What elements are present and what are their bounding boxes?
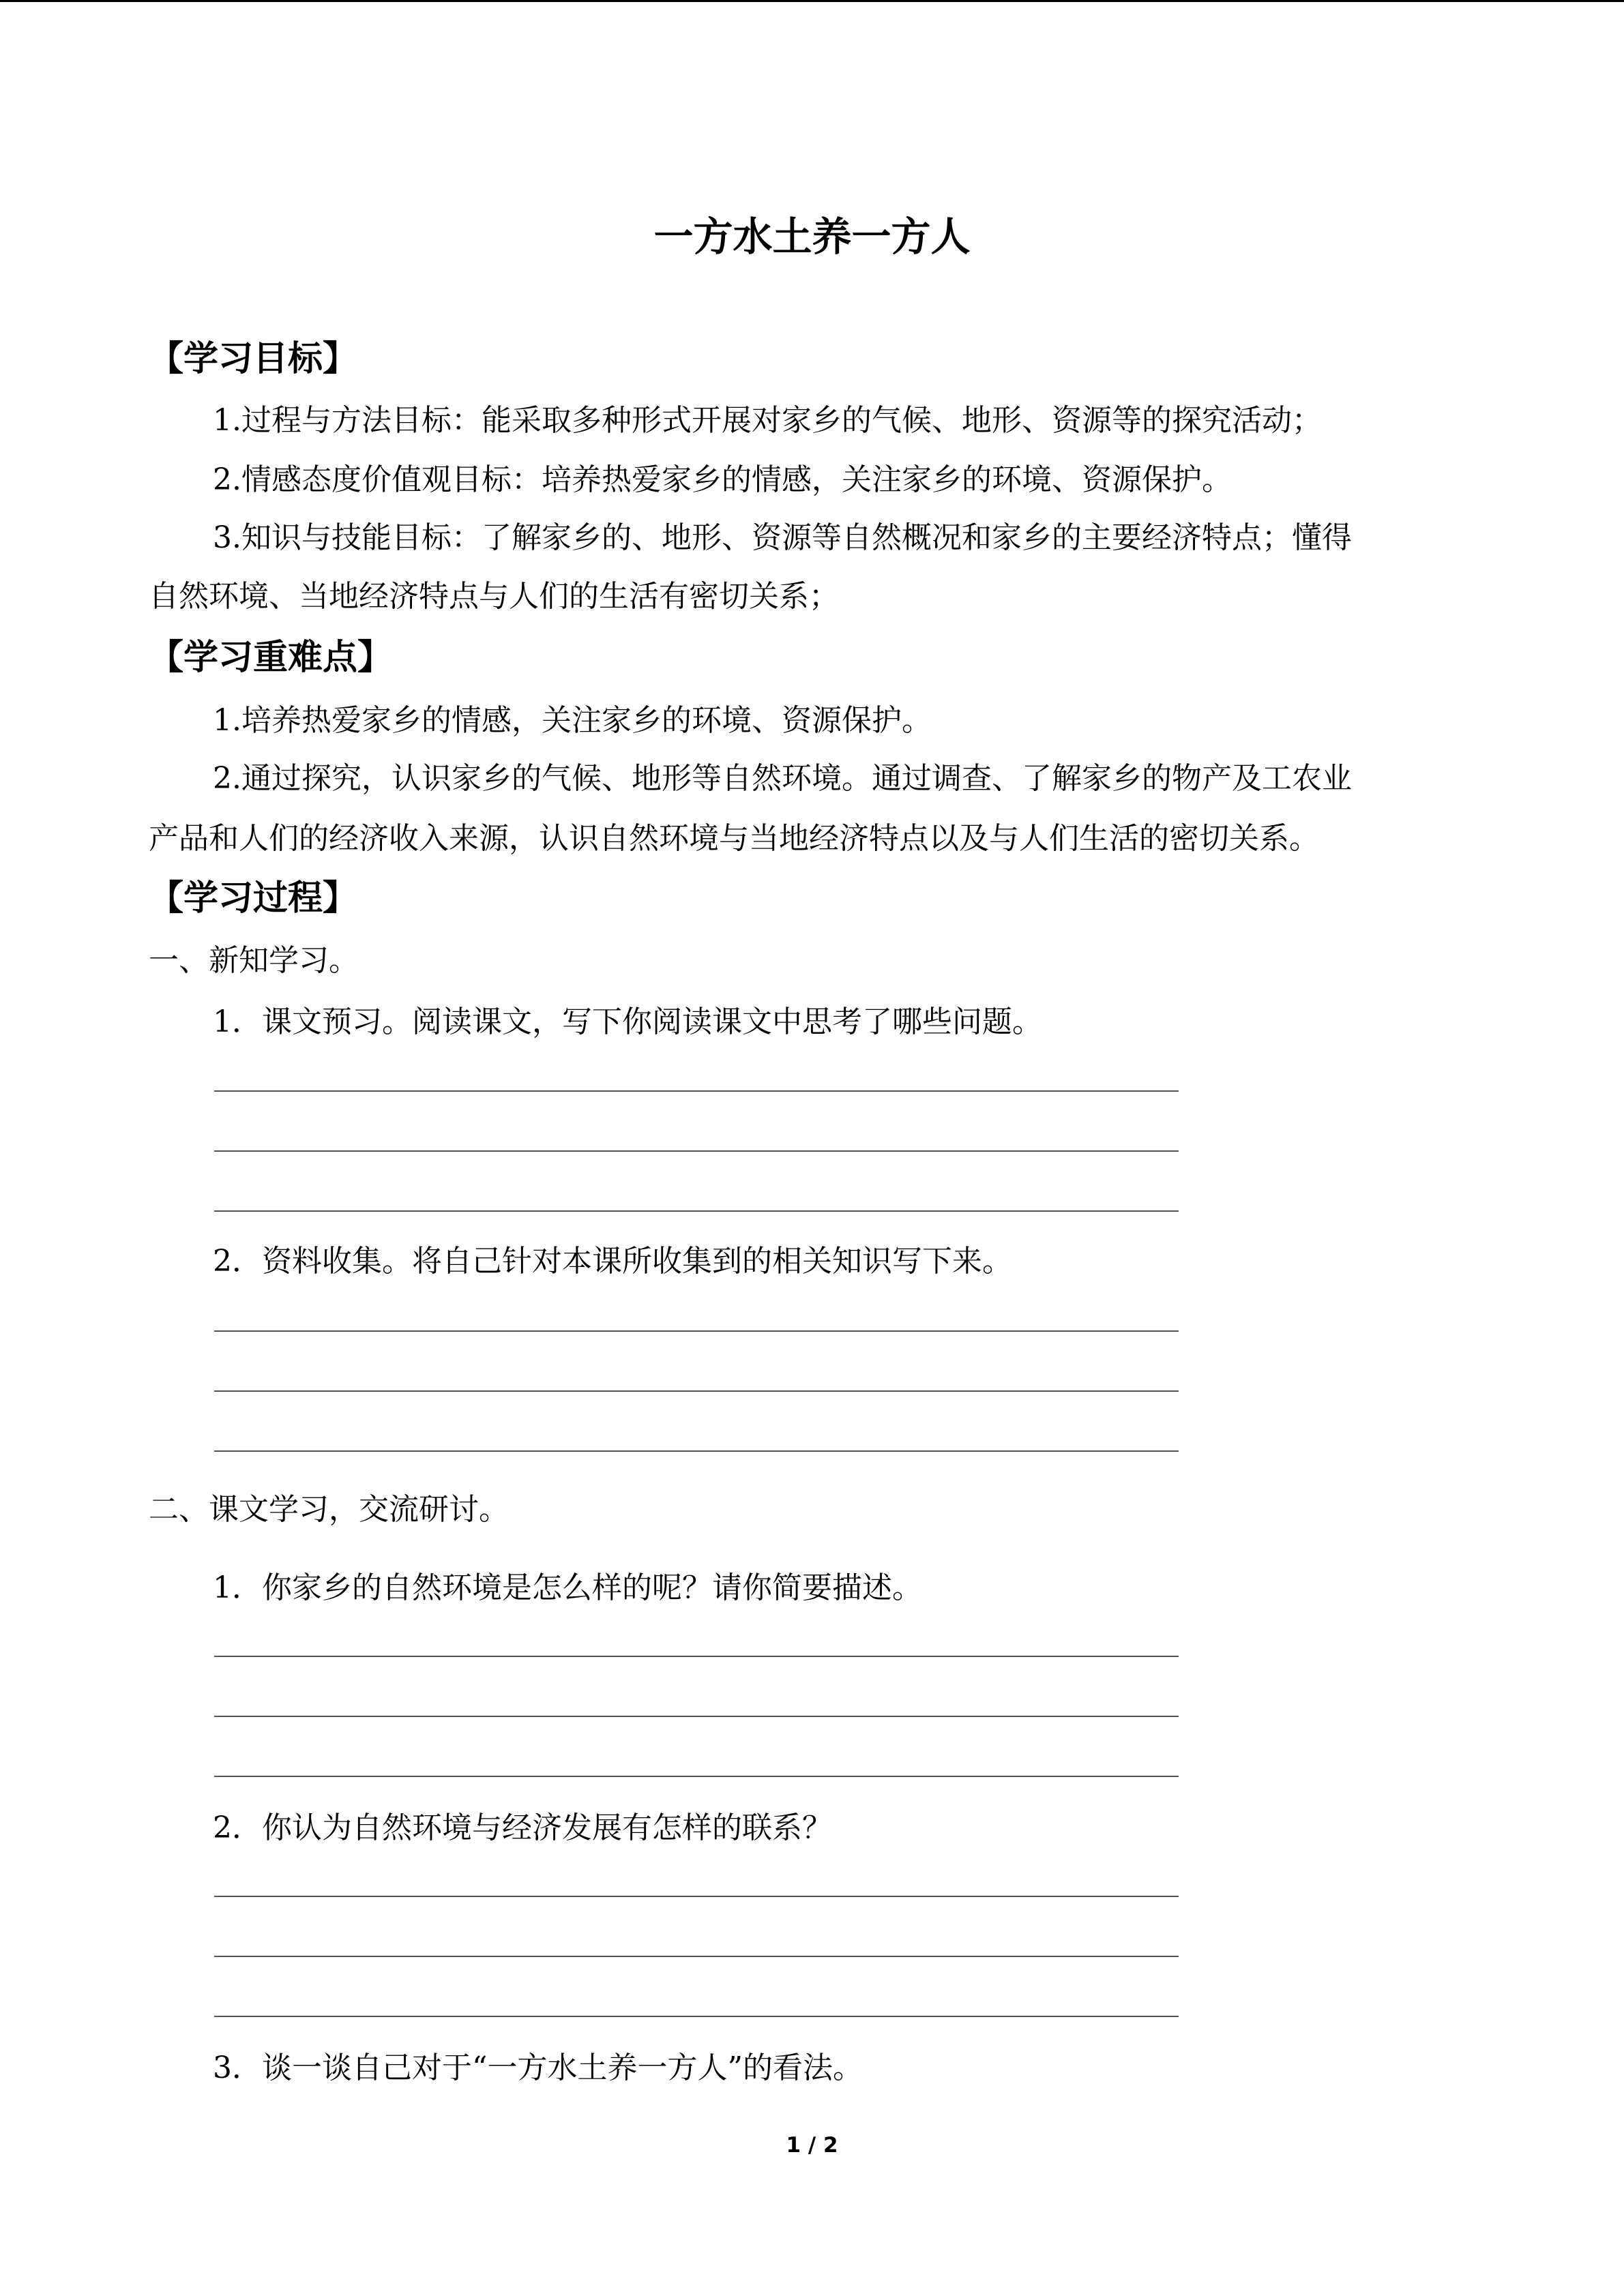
part2-question-1: 1．你家乡的自然环境是怎么样的呢？请你简要描述。 xyxy=(213,1570,922,1605)
answer-line[interactable] xyxy=(214,1390,1179,1392)
part1-question-1: 1．课文预习。阅读课文，写下你阅读课文中思考了哪些问题。 xyxy=(213,1004,1042,1039)
page-title: 一方水土养一方人 xyxy=(653,213,971,260)
key-point-item-2: 2.通过探究，认识家乡的气候、地形等自然环境。通过调查、了解家乡的物产及工农业 xyxy=(213,761,1352,796)
objective-item-3-cont: 自然环境、当地经济特点与人们的生活有密切关系； xyxy=(149,579,839,614)
key-points-heading: 【学习重难点】 xyxy=(149,638,393,678)
part2-question-2: 2．你认为自然环境与经济发展有怎样的联系？ xyxy=(213,1810,832,1845)
answer-line[interactable] xyxy=(214,1090,1179,1092)
objective-item-2: 2.情感态度价值观目标：培养热爱家乡的情感，关注家乡的环境、资源保护。 xyxy=(213,462,1232,497)
process-heading: 【学习过程】 xyxy=(149,878,358,919)
answer-line[interactable] xyxy=(214,1330,1179,1332)
part2-label: 二、课文学习，交流研讨。 xyxy=(149,1492,509,1527)
answer-line[interactable] xyxy=(214,1656,1179,1657)
part1-label: 一、新知学习。 xyxy=(149,943,359,978)
key-point-item-1: 1.培养热爱家乡的情感，关注家乡的环境、资源保护。 xyxy=(213,703,932,738)
answer-line[interactable] xyxy=(214,1776,1179,1777)
objective-item-1: 1.过程与方法目标：能采取多种形式开展对家乡的气候、地形、资源等的探究活动； xyxy=(213,403,1322,438)
answer-line[interactable] xyxy=(214,2016,1179,2017)
part1-question-2: 2．资料收集。将自己针对本课所收集到的相关知识写下来。 xyxy=(213,1244,1012,1279)
part2-question-3: 3．谈一谈自己对于“一方水土养一方人”的看法。 xyxy=(213,2051,863,2085)
answer-line[interactable] xyxy=(214,1716,1179,1717)
answer-line[interactable] xyxy=(214,1896,1179,1897)
answer-line[interactable] xyxy=(214,1450,1179,1452)
objectives-heading: 【学习目标】 xyxy=(149,339,358,379)
top-border xyxy=(0,0,1624,2)
page-number: 1 / 2 xyxy=(786,2133,838,2158)
answer-line[interactable] xyxy=(214,1956,1179,1957)
objective-item-3: 3.知识与技能目标：了解家乡的、地形、资源等自然概况和家乡的主要经济特点；懂得 xyxy=(213,520,1352,555)
answer-line[interactable] xyxy=(214,1150,1179,1152)
key-point-item-2-cont: 产品和人们的经济收入来源，认识自然环境与当地经济特点以及与人们生活的密切关系。 xyxy=(149,821,1319,856)
answer-line[interactable] xyxy=(214,1210,1179,1212)
